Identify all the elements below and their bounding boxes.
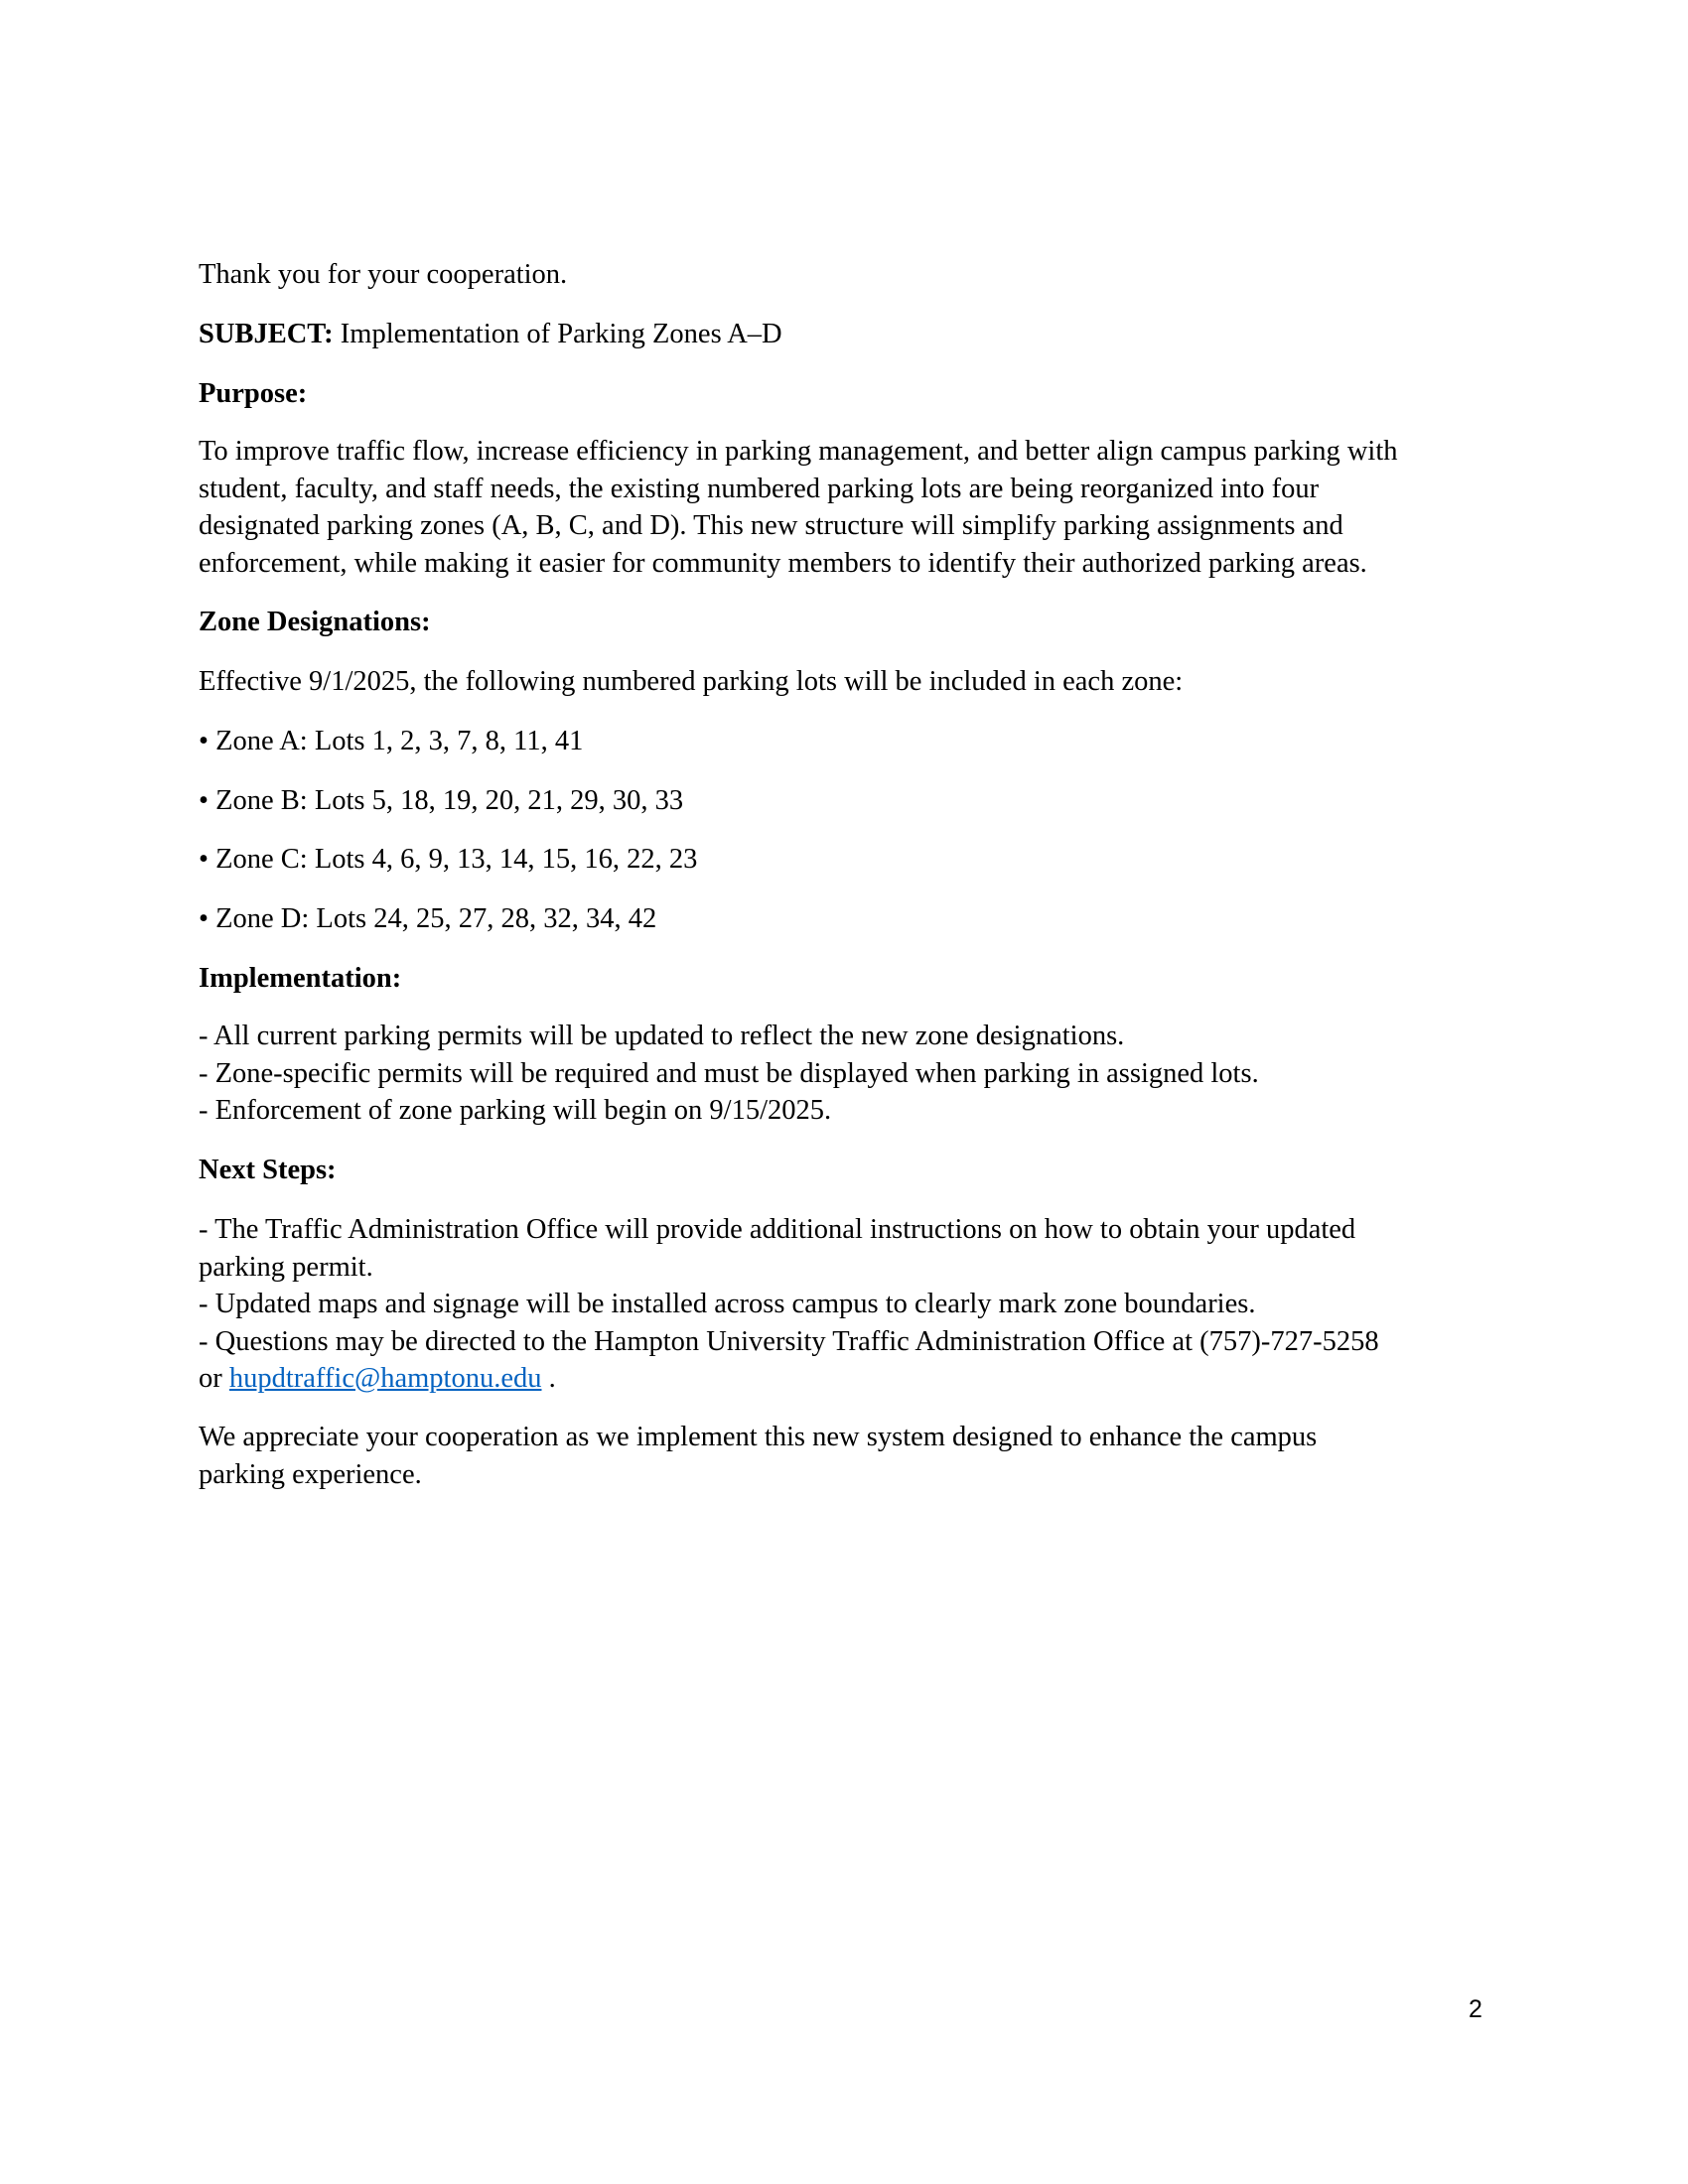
subject-text: Implementation of Parking Zones A–D	[340, 319, 782, 349]
paragraph-line: To improve traffic flow, increase efficiency in parking management, and better align campus parking with	[199, 436, 1398, 467]
implementation-item: - All current parking permits will be updated to reflect the new zone designations.	[199, 1021, 1125, 1051]
subject-line	[199, 316, 782, 353]
subject-label: SUBJECT:	[199, 319, 334, 349]
bullet-icon: •	[199, 726, 209, 756]
next-step-item: - Questions may be directed to the Hampton University Traffic Administration Office at (757)-727-5258	[199, 1325, 1379, 1357]
closing-line: Thank you for your cooperation.	[199, 259, 568, 290]
next-step-item-continued: parking permit.	[199, 1251, 373, 1283]
zone-text: Zone A: Lots 1, 2, 3, 7, 8, 11, 41	[215, 726, 584, 756]
paragraph-line: enforcement, while making it easier for community members to identify their authorized parking areas.	[199, 547, 1367, 579]
page-number: 2	[1469, 1995, 1482, 2023]
next-steps-heading	[199, 1152, 337, 1189]
zone-designations-heading	[199, 604, 431, 641]
zone-designations-heading-text: Zone Designations:	[199, 607, 431, 637]
purpose-heading-text: Purpose:	[199, 378, 308, 409]
implementation-heading-text: Implementation:	[199, 963, 402, 994]
zone-intro: Effective 9/1/2025, the following numbered parking lots will be included in each zone:	[199, 666, 1184, 697]
next-step-item-continued	[199, 1360, 1509, 1398]
next-step-item: - Updated maps and signage will be installed across campus to clearly mark zone boundaries.	[199, 1289, 1256, 1319]
next-steps-heading-text: Next Steps:	[199, 1155, 337, 1185]
or-text: or	[199, 1363, 229, 1394]
bullet-icon: •	[199, 903, 209, 934]
zone-list-item	[199, 782, 683, 820]
zone-text: Zone C: Lots 4, 6, 9, 13, 14, 15, 16, 22, 23	[215, 844, 698, 875]
paragraph-line: parking experience.	[199, 1458, 422, 1490]
zone-list-item	[199, 900, 656, 938]
bullet-icon: •	[199, 844, 209, 875]
implementation-item: - Zone-specific permits will be required and must be displayed when parking in assigned lots.	[199, 1057, 1259, 1089]
paragraph-line: student, faculty, and staff needs, the existing numbered parking lots are being reorganized into four	[199, 473, 1320, 504]
closing-paragraph	[199, 1419, 1509, 1493]
zone-list-item	[199, 841, 697, 879]
zone-text: Zone B: Lots 5, 18, 19, 20, 21, 29, 30, 33	[215, 785, 684, 816]
implementation-item: - Enforcement of zone parking will begin on 9/15/2025.	[199, 1095, 832, 1126]
period-text: .	[541, 1363, 556, 1394]
paragraph-line: We appreciate your cooperation as we implement this new system designed to enhance the campus	[199, 1422, 1318, 1452]
zone-text: Zone D: Lots 24, 25, 27, 28, 32, 34, 42	[215, 903, 657, 934]
bullet-icon: •	[199, 785, 209, 816]
implementation-heading	[199, 960, 401, 998]
purpose-heading	[199, 375, 307, 413]
purpose-paragraph	[199, 433, 1509, 582]
zone-list-item	[199, 723, 583, 760]
next-step-item: - The Traffic Administration Office will provide additional instructions on how to obtain your updated	[199, 1214, 1356, 1245]
implementation-list	[199, 1018, 1509, 1130]
paragraph-line: designated parking zones (A, B, C, and D). This new structure will simplify parking assignments and	[199, 510, 1343, 541]
email-link[interactable]: hupdtraffic@hamptonu.edu	[228, 1363, 542, 1394]
next-steps-list	[199, 1211, 1509, 1398]
